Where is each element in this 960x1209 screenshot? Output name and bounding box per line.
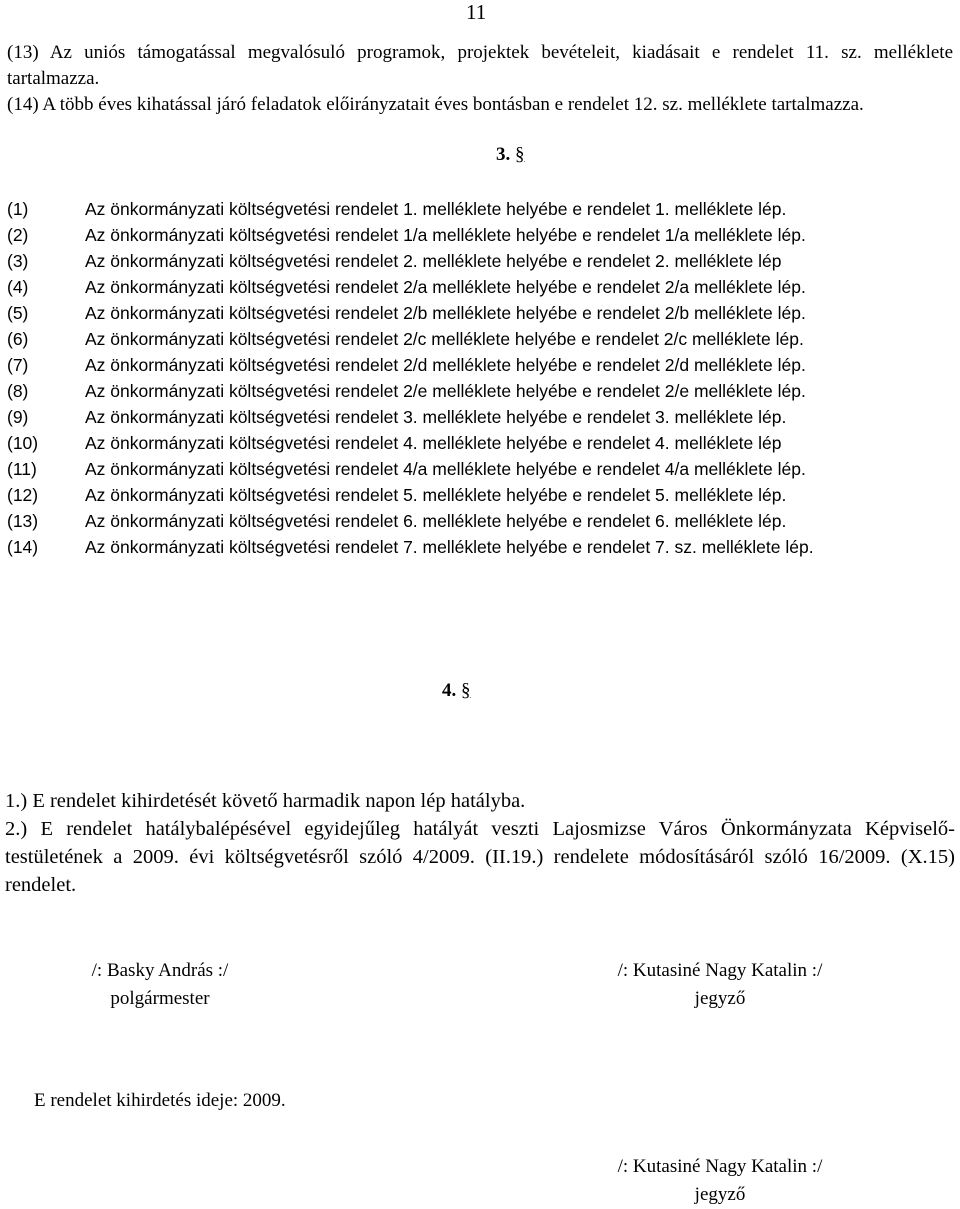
- section-symbol: §: [515, 144, 525, 165]
- promulgation-date: E rendelet kihirdetés ideje: 2009.: [34, 1090, 286, 1111]
- closing-provisions: [5, 787, 955, 899]
- item-number: (12): [7, 485, 39, 505]
- section-number: 4.: [442, 680, 457, 701]
- list-item: [7, 482, 955, 508]
- item-text: Az önkormányzati költségvetési rendelet 1/a melléklete helyébe e rendelet 1/a melléklete lép.: [85, 225, 806, 245]
- list-item: [7, 352, 955, 378]
- final-signature: [590, 1153, 850, 1209]
- list-item: [7, 534, 955, 560]
- notary-signature: [590, 957, 850, 1013]
- list-item: [7, 378, 955, 404]
- mayor-signature: [60, 957, 260, 1013]
- item-text: Az önkormányzati költségvetési rendelet 6. melléklete helyébe e rendelet 6. melléklete lép.: [85, 511, 787, 531]
- item-number: (10): [7, 433, 39, 453]
- item-number: (8): [7, 381, 29, 401]
- closing-paragraph: 2.) E rendelet hatálybalépésével egyidejűleg hatályát veszti Lajosmizse Város Önkormányzata Képviselő-testületének a 2009. évi költségvetésről szóló 4/2009. (II.19.) rendelete módosításáról szóló 16/2009. (X.15) rendelet.: [5, 818, 955, 896]
- item-text: Az önkormányzati költségvetési rendelet 2/b melléklete helyébe e rendelet 2/b melléklete lép.: [85, 303, 806, 323]
- item-text: Az önkormányzati költségvetési rendelet 2/c melléklete helyébe e rendelet 2/c melléklete lép.: [85, 329, 804, 349]
- signatory-name: /: Basky András :/: [91, 960, 229, 981]
- signatory-name: /: Kutasiné Nagy Katalin :/: [617, 1156, 823, 1177]
- item-text: Az önkormányzati költségvetési rendelet 2/e melléklete helyébe e rendelet 2/e melléklete lép.: [85, 381, 806, 401]
- list-item: [7, 456, 955, 482]
- list-item: [7, 274, 955, 300]
- paragraph-number: (13): [7, 42, 39, 63]
- item-text: Az önkormányzati költségvetési rendelet 4/a melléklete helyébe e rendelet 4/a melléklete lép.: [85, 459, 806, 479]
- section-symbol: §: [461, 680, 471, 701]
- intro-paragraph: [7, 92, 953, 118]
- item-number: (13): [7, 511, 39, 531]
- item-number: (5): [7, 303, 29, 323]
- list-item: [7, 508, 955, 534]
- item-number: (9): [7, 407, 29, 427]
- item-text: Az önkormányzati költségvetési rendelet 1. melléklete helyébe e rendelet 1. melléklete lép.: [85, 199, 787, 219]
- list-item: [7, 430, 955, 456]
- item-number: (2): [7, 225, 29, 245]
- list-item: [7, 222, 955, 248]
- section-number: 3.: [496, 144, 511, 165]
- intro-paragraph: [7, 40, 953, 92]
- item-number: (14): [7, 537, 39, 557]
- closing-paragraph: 1.) E rendelet kihirdetését követő harmadik napon lép hatályba.: [5, 790, 526, 812]
- paragraph-text: A több éves kihatással járó feladatok előirányzatait éves bontásban e rendelet 12. sz. melléklete tartalmazza.: [42, 94, 864, 115]
- page-number: 11: [466, 0, 487, 24]
- item-text: Az önkormányzati költségvetési rendelet 5. melléklete helyébe e rendelet 5. melléklete lép.: [85, 485, 787, 505]
- item-text: Az önkormányzati költségvetési rendelet 2/d melléklete helyébe e rendelet 2/d melléklete lép.: [85, 355, 806, 375]
- signatory-title: jegyző: [694, 1184, 746, 1205]
- item-text: Az önkormányzati költségvetési rendelet 4. melléklete helyébe e rendelet 4. melléklete lép: [85, 433, 782, 453]
- paragraph-number: (14): [7, 94, 39, 115]
- section-4-heading: [442, 680, 471, 702]
- item-text: Az önkormányzati költségvetési rendelet 7. melléklete helyébe e rendelet 7. sz. melléklete lép.: [85, 537, 814, 557]
- item-number: (1): [7, 199, 29, 219]
- list-item: [7, 196, 955, 222]
- signatory-name: /: Kutasiné Nagy Katalin :/: [617, 960, 823, 981]
- list-item: [7, 404, 955, 430]
- paragraph-text: Az uniós támogatással megvalósuló programok, projektek bevételeit, kiadásait e rendelet 11. sz. melléklete tartalmazza.: [7, 42, 954, 89]
- item-number: (4): [7, 277, 29, 297]
- list-item: [7, 248, 955, 274]
- amendment-list: [7, 196, 955, 560]
- item-text: Az önkormányzati költségvetési rendelet 3. melléklete helyébe e rendelet 3. melléklete lép.: [85, 407, 787, 427]
- list-item: [7, 326, 955, 352]
- item-text: Az önkormányzati költségvetési rendelet 2. melléklete helyébe e rendelet 2. melléklete lép: [85, 251, 782, 271]
- list-item: [7, 300, 955, 326]
- signatory-title: polgármester: [110, 988, 210, 1009]
- signatory-title: jegyző: [694, 988, 746, 1009]
- item-number: (7): [7, 355, 29, 375]
- intro-paragraphs: [7, 40, 953, 118]
- item-number: (3): [7, 251, 29, 271]
- item-number: (11): [7, 459, 37, 479]
- item-number: (6): [7, 329, 29, 349]
- item-text: Az önkormányzati költségvetési rendelet 2/a melléklete helyébe e rendelet 2/a melléklete lép.: [85, 277, 806, 297]
- section-3-heading: [496, 144, 525, 166]
